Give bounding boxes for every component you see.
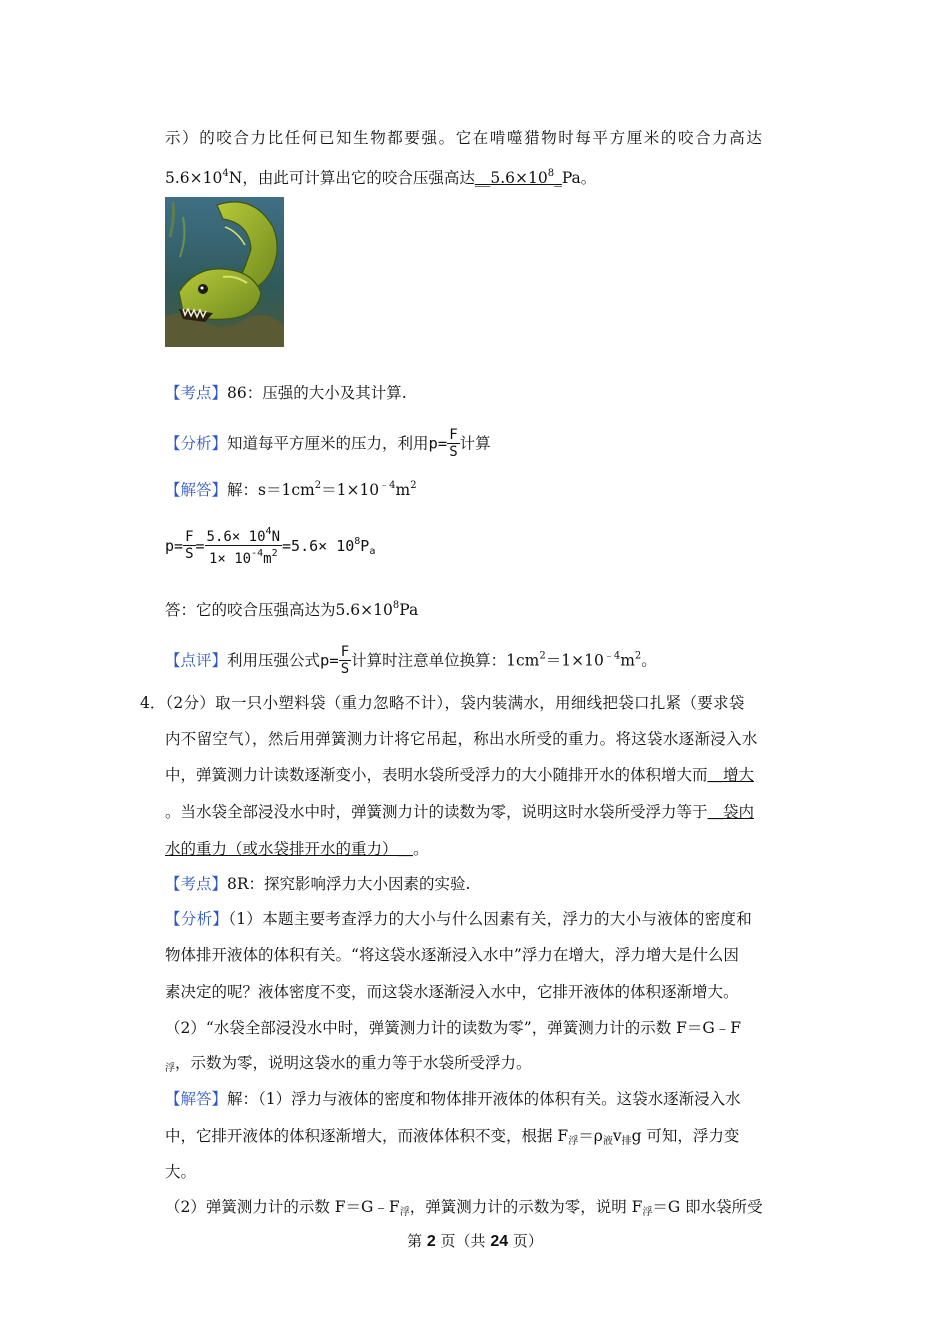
answer-tail: _ <box>554 169 562 187</box>
q4-answer2-cont: 水的重力（或水袋排开水的重力）＿ <box>165 840 414 858</box>
fenxi-tag: 【分析】 <box>165 910 229 928</box>
calc-numerator: 5.6× 10 <box>206 529 266 545</box>
q4-answer1: ＿增大 <box>707 766 755 784</box>
jieda-line4-c: ＝G 即水袋所受 <box>652 1198 763 1216</box>
jieda-line2-d: g 可知，浮力变 <box>631 1127 740 1145</box>
exp: 8 <box>354 536 361 547</box>
answer-exponent: 8 <box>547 168 555 179</box>
footer-mid: 页（共 <box>440 1232 486 1250</box>
q4-fenxi-line4: （2）“水袋全部浸没水中时，弹簧测力计的读数为零”，弹簧测力计的示数 F＝G﹣F <box>165 1019 742 1037</box>
fenxi-text-end: 计算 <box>459 434 491 453</box>
subscript: 浮 <box>399 1207 410 1218</box>
q4-line4 <box>165 802 754 822</box>
q4-fenxi-line5 <box>165 1053 532 1079</box>
q3-calculation <box>165 525 375 568</box>
exp: 2 <box>271 548 278 559</box>
exp: -4 <box>251 548 264 559</box>
jieda-tag: 【解答】 <box>165 481 228 499</box>
q4-answer2: ＿袋内 <box>707 803 755 821</box>
jieda-line2-c: v <box>612 1127 622 1145</box>
page-total: 24 <box>490 1233 509 1250</box>
answer-unit: Pa。 <box>561 169 597 187</box>
q4-line3 <box>165 765 754 785</box>
fraction-denominator: S <box>340 661 350 677</box>
formula-fraction <box>339 644 351 677</box>
jieda-text3: m <box>395 481 411 499</box>
exp: ﹣4 <box>603 650 621 662</box>
bite-force-value: 5.6×10 <box>165 169 223 187</box>
q4-line5 <box>165 839 429 859</box>
formula-fraction <box>447 427 459 460</box>
q4-fenxi <box>165 909 752 929</box>
dianping-text: 利用压强公式 <box>227 651 321 670</box>
unit: N <box>271 529 281 545</box>
subscript: 浮 <box>642 1207 653 1218</box>
kaodian-tag: 【考点】 <box>165 384 228 402</box>
q4-jieda <box>165 1089 741 1109</box>
q4-line4-text: 。当水袋全部浸没水中时，弹簧测力计的读数为零，说明这时水袋所受浮力等于 <box>165 803 708 821</box>
unit: m <box>263 551 272 567</box>
q4-line3-text: 中，弹簧测力计读数逐渐变小，表明水袋所受浮力的大小随排开水的体积增大而 <box>165 766 708 784</box>
subscript: 排 <box>621 1136 632 1147</box>
footer-pre: 第 <box>407 1232 423 1250</box>
jieda-text: 解：s＝1cm <box>227 481 315 499</box>
page-number: 2 <box>426 1233 436 1250</box>
q4-line1: （2分）取一只小塑料袋（重力忽略不计），袋内装满水，用细线把袋口扎紧（要求袋 <box>165 694 745 712</box>
exp: 4 <box>265 526 272 537</box>
da-text: 答：它的咬合压强高达为5.6×10 <box>165 601 393 619</box>
calc-eq: = <box>195 537 205 555</box>
bite-force-exponent: 4 <box>222 168 229 179</box>
calc-fraction-values <box>205 524 282 567</box>
q3-da <box>165 596 418 620</box>
fraction-denominator: S <box>449 444 458 460</box>
exp: 2 <box>410 480 417 491</box>
jieda-line2-b: ＝ρ <box>578 1127 603 1145</box>
calc-p: p= <box>165 537 184 555</box>
unit: Pa <box>399 601 419 619</box>
dianping-text4: m <box>620 651 635 670</box>
q3-kaodian <box>165 383 407 403</box>
q4-jieda-line2 <box>165 1126 739 1152</box>
exp: 8 <box>392 600 400 611</box>
exp: 2 <box>634 650 642 662</box>
exp: ﹣4 <box>379 480 396 491</box>
jieda-line4-b: ，弹簧测力计的示数为零，说明 F <box>409 1198 643 1216</box>
q3-line2 <box>165 164 596 188</box>
q3-line2-text: N，由此可计算出它的咬合压强高达 <box>228 169 475 187</box>
calc-s: S <box>185 546 194 562</box>
answer-blank <box>475 169 562 187</box>
exp: 2 <box>314 480 322 491</box>
q4-jieda-line3: 大。 <box>165 1163 197 1181</box>
subscript: 浮 <box>568 1136 579 1147</box>
kaodian-text: 86：压强的大小及其计算. <box>227 384 407 402</box>
jieda-line1: 解：（1）浮力与液体的密度和物体排开液体的体积有关。这袋水逐渐浸入水 <box>227 1090 741 1108</box>
subscript: 液 <box>602 1136 613 1147</box>
q3-dianping <box>165 645 657 678</box>
exp: 2 <box>539 650 546 662</box>
jieda-line4-a: （2）弹簧测力计的示数 F＝G﹣F <box>165 1198 400 1216</box>
calc-denominator: 1× 10 <box>208 551 252 567</box>
jieda-line2-a: 中，它排开液体的体积逐渐增大，而液体体积不变，根据 F <box>165 1127 569 1145</box>
fu-subscript: 浮 <box>165 1063 175 1074</box>
fraction-numerator: F <box>340 644 350 660</box>
answer-value: __5.6×10 <box>474 169 548 187</box>
dianping-text3: ＝1×10 <box>545 651 604 670</box>
q4-first-line <box>140 693 745 713</box>
dunkleosteus-fish-image <box>165 197 284 347</box>
page-footer <box>0 1230 950 1251</box>
q4-fenxi-line2: 物体排开液体的体积有关。“将这袋水逐渐浸入水中”浮力在增大，浮力增大是什么因 <box>165 946 739 964</box>
q4-line5-end: 。 <box>413 840 429 858</box>
unit-sub: a <box>369 546 376 557</box>
fraction-numerator: F <box>449 427 458 443</box>
q4-fenxi-line3: 素决定的呢？液体密度不变，而这袋水逐渐浸入水中，它排开液体的体积逐渐增大。 <box>165 983 739 1001</box>
calc-f: F <box>185 529 194 545</box>
dianping-end: 。 <box>641 651 657 670</box>
fenxi-tag: 【分析】 <box>165 434 228 453</box>
footer-post: 页） <box>512 1232 543 1250</box>
formula-p: p= <box>320 651 339 670</box>
q4-number: 4． <box>140 694 166 712</box>
fenxi-text: 知道每平方厘米的压力，利用 <box>227 434 429 453</box>
q3-line1: 示）的咬合力比任何已知生物都要强。它在啃噬猎物时每平方厘米的咬合力高达 <box>165 129 764 147</box>
fenxi-line1: （1）本题主要考查浮力的大小与什么因素有关，浮力的大小与液体的密度和 <box>228 910 753 928</box>
unit: P <box>360 537 370 555</box>
jieda-tag: 【解答】 <box>165 1090 228 1108</box>
q4-jieda-line4 <box>165 1197 763 1223</box>
q3-fenxi <box>165 428 491 461</box>
q4-line2: 内不留空气），然后用弹簧测力计将它吊起，称出水所受的重力。将这袋水逐渐浸入水 <box>165 730 758 748</box>
dianping-text2: 计算时注意单位换算：1cm <box>351 651 540 670</box>
calc-fraction-fs <box>183 529 195 562</box>
kaodian-text: 8R：探究影响浮力大小因素的实验. <box>227 875 471 893</box>
jieda-text2: ＝1×10 <box>321 481 380 499</box>
kaodian-tag: 【考点】 <box>165 875 228 893</box>
formula-p: p= <box>428 434 448 453</box>
calc-result: =5.6× 10 <box>282 537 355 555</box>
fenxi-line5-text: ，示数为零，说明这袋水的重力等于水袋所受浮力。 <box>175 1054 532 1072</box>
q4-kaodian <box>165 874 470 894</box>
q3-jieda <box>165 476 417 500</box>
dianping-tag: 【点评】 <box>165 651 228 670</box>
